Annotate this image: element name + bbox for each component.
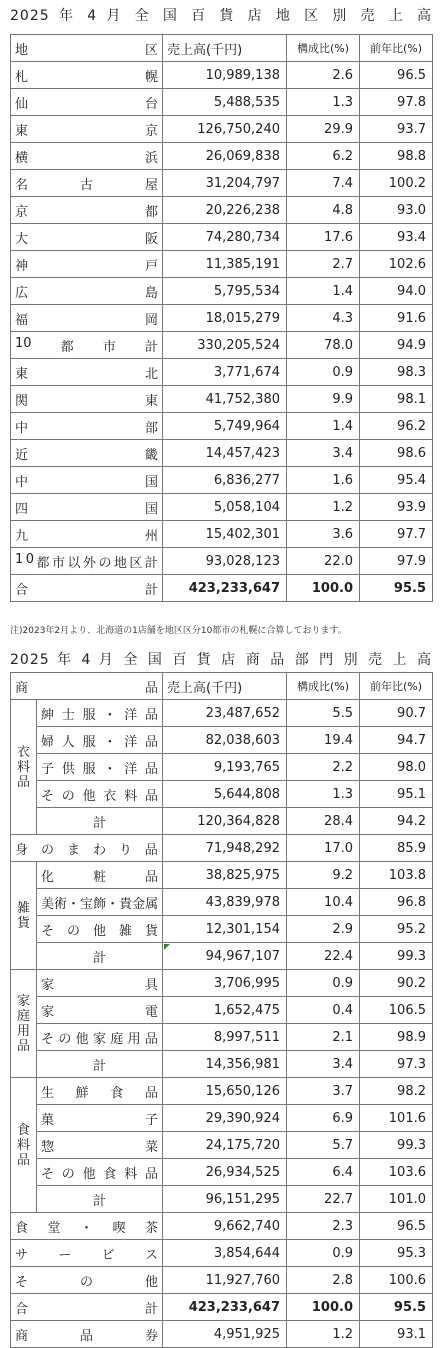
yoy-value: 94.2 (360, 808, 433, 835)
table-row (11, 1267, 433, 1294)
table-row (11, 467, 433, 494)
share-value: 2.6 (287, 62, 360, 89)
label-text: 婦 人 服 ・ 洋 品 (41, 734, 158, 750)
row-label (37, 727, 163, 754)
share-value: 6.2 (287, 143, 360, 170)
sales-value: 29,390,924 (163, 1105, 287, 1132)
sales-value: 41,752,380 (163, 386, 287, 413)
ten-city-total-row (11, 332, 433, 359)
table-row (11, 916, 433, 943)
share-value: 0.9 (287, 359, 360, 386)
yoy-value: 101.0 (360, 1186, 433, 1213)
row-label: 四 国 (11, 494, 163, 521)
table-row (11, 1159, 433, 1186)
sales-value: 5,058,104 (163, 494, 287, 521)
row-label: 仙 台 (11, 89, 163, 116)
row-label: 福 岡 (11, 305, 163, 332)
sales-value: 8,997,511 (163, 1024, 287, 1051)
share-value: 22.4 (287, 943, 360, 970)
sales-value: 94,967,107 (163, 943, 287, 970)
share-value: 17.6 (287, 224, 360, 251)
share-value: 9.2 (287, 862, 360, 889)
yoy-value: 95.1 (360, 781, 433, 808)
label-text: 紳 士 服 ・ 洋 品 (41, 707, 158, 723)
row-label: 京 都 (11, 197, 163, 224)
row-label: 関 東 (11, 386, 163, 413)
share-value: 4.8 (287, 197, 360, 224)
yoy-value: 102.6 (360, 251, 433, 278)
yoy-value: 99.3 (360, 1132, 433, 1159)
row-label: 名 古 屋 (11, 170, 163, 197)
yoy-value: 98.8 (360, 143, 433, 170)
sales-value: 26,934,525 (163, 1159, 287, 1186)
product-table-title: 2025 年 4 月 全 国 百 貨 店 商 品 部 門 別 売 上 高 (10, 652, 432, 668)
table-row (11, 170, 433, 197)
table-row (11, 305, 433, 332)
yoy-value: 95.5 (360, 1294, 433, 1321)
share-value: 0.4 (287, 997, 360, 1024)
label-text: そ の 他 食 料 品 (41, 1166, 158, 1182)
share-value: 0.9 (287, 970, 360, 997)
sales-value: 20,226,238 (163, 197, 287, 224)
table-row (11, 224, 433, 251)
label-text: そ の 他 家 庭 用 品 (41, 1031, 158, 1047)
share-value: 78.0 (287, 332, 360, 359)
share-value: 3.7 (287, 1078, 360, 1105)
yoy-value: 93.0 (360, 197, 433, 224)
yoy-value: 93.1 (360, 1321, 433, 1348)
row-label: 中 部 (11, 413, 163, 440)
table-row (11, 970, 433, 997)
table-row (11, 251, 433, 278)
sales-value: 43,839,978 (163, 889, 287, 916)
table-row (11, 754, 433, 781)
yoy-value: 98.0 (360, 754, 433, 781)
sales-header: 売上高(千円) (163, 673, 287, 700)
share-value: 3.4 (287, 440, 360, 467)
row-label (37, 781, 163, 808)
table-header-row: 地 区 売上高(千円) 構成比(%) 前年比(%) (11, 35, 433, 62)
table-row (11, 700, 433, 727)
sales-value: 74,280,734 (163, 224, 287, 251)
sales-value: 3,854,644 (163, 1240, 287, 1267)
sales-value: 15,650,126 (163, 1078, 287, 1105)
yoy-value: 91.6 (360, 305, 433, 332)
row-label (37, 916, 163, 943)
row-label: 広 島 (11, 278, 163, 305)
table-row (11, 862, 433, 889)
yoy-value: 97.9 (360, 548, 433, 575)
table-row (11, 727, 433, 754)
subtotal-label: 計 (37, 808, 163, 835)
share-value: 3.6 (287, 521, 360, 548)
yoy-value: 94.7 (360, 727, 433, 754)
yoy-value: 93.4 (360, 224, 433, 251)
row-label (37, 1078, 163, 1105)
sales-value: 3,771,674 (163, 359, 287, 386)
row-label: 中 国 (11, 467, 163, 494)
row-label: 神 戸 (11, 251, 163, 278)
subtotal-row (11, 1186, 433, 1213)
sales-value: 3,706,995 (163, 970, 287, 997)
share-value: 2.8 (287, 1267, 360, 1294)
table-row (11, 116, 433, 143)
row-label: 東 北 (11, 359, 163, 386)
share-value: 2.7 (287, 251, 360, 278)
label-text: 美 術 ・ 宝 飾 ・ 貴 金 属 (41, 896, 159, 912)
row-label (37, 1024, 163, 1051)
share-value: 5.7 (287, 1132, 360, 1159)
sales-value: 12,301,154 (163, 916, 287, 943)
yoy-value: 95.2 (360, 916, 433, 943)
row-label: 札 幌 (11, 62, 163, 89)
yoy-value: 96.8 (360, 889, 433, 916)
yoy-header: 前年比(%) (360, 35, 433, 62)
table-row (11, 143, 433, 170)
sales-value: 5,795,534 (163, 278, 287, 305)
sales-value: 24,175,720 (163, 1132, 287, 1159)
sales-value: 5,644,808 (163, 781, 287, 808)
table-row (11, 521, 433, 548)
yoy-value: 95.4 (360, 467, 433, 494)
table-row (11, 1024, 433, 1051)
share-header: 構成比(%) (287, 673, 360, 700)
label-text: 子 供 服 ・ 洋 品 (41, 761, 158, 777)
share-value: 100.0 (287, 1294, 360, 1321)
table-row (11, 1213, 433, 1240)
yoy-value: 98.3 (360, 359, 433, 386)
yoy-value: 94.0 (360, 278, 433, 305)
yoy-value: 90.2 (360, 970, 433, 997)
row-label: 東 京 (11, 116, 163, 143)
share-value: 1.4 (287, 413, 360, 440)
sales-value: 120,364,828 (163, 808, 287, 835)
category-household: 家庭用品 (11, 970, 37, 1078)
share-value: 9.9 (287, 386, 360, 413)
row-label (11, 1240, 163, 1267)
share-value: 1.3 (287, 781, 360, 808)
table-row (11, 997, 433, 1024)
category-goods: 雑貨 (11, 862, 37, 970)
share-value: 2.2 (287, 754, 360, 781)
row-label (37, 700, 163, 727)
row-label (37, 889, 163, 916)
share-value: 5.5 (287, 700, 360, 727)
region-sales-table (10, 34, 433, 602)
table-row (11, 1105, 433, 1132)
yoy-value: 95.5 (360, 575, 433, 602)
subtotal-label: 計 (37, 943, 163, 970)
table-row (11, 386, 433, 413)
share-value: 3.4 (287, 1051, 360, 1078)
sales-value: 26,069,838 (163, 143, 287, 170)
share-value: 6.4 (287, 1159, 360, 1186)
yoy-value: 99.3 (360, 943, 433, 970)
share-value: 22.7 (287, 1186, 360, 1213)
row-label (37, 1159, 163, 1186)
yoy-value: 97.8 (360, 89, 433, 116)
sales-value: 82,038,603 (163, 727, 287, 754)
sales-value: 330,205,524 (163, 332, 287, 359)
label-text: 1 0 都 市 以 外 の 地 区 計 (15, 551, 158, 571)
share-value: 0.9 (287, 1240, 360, 1267)
share-value: 29.9 (287, 116, 360, 143)
row-label: 近 畿 (11, 440, 163, 467)
sales-header: 売上高(千円) (163, 35, 287, 62)
share-value: 1.2 (287, 1321, 360, 1348)
share-value: 4.3 (287, 305, 360, 332)
sales-value: 9,662,740 (163, 1213, 287, 1240)
share-value: 2.3 (287, 1213, 360, 1240)
sales-value: 14,356,981 (163, 1051, 287, 1078)
sales-value: 38,825,975 (163, 862, 287, 889)
yoy-value: 90.7 (360, 700, 433, 727)
table-row (11, 1294, 433, 1321)
yoy-value: 103.6 (360, 1159, 433, 1186)
sales-value: 5,749,964 (163, 413, 287, 440)
share-value: 7.4 (287, 170, 360, 197)
yoy-value: 96.5 (360, 62, 433, 89)
row-label: 惣 菜 (37, 1132, 163, 1159)
row-label: 家 具 (37, 970, 163, 997)
yoy-value: 101.6 (360, 1105, 433, 1132)
subtotal-label: 計 (37, 1051, 163, 1078)
yoy-value: 100.2 (360, 170, 433, 197)
table-row (11, 1132, 433, 1159)
share-value: 22.0 (287, 548, 360, 575)
table-row (11, 359, 433, 386)
share-value: 6.9 (287, 1105, 360, 1132)
row-label (11, 1213, 163, 1240)
yoy-value: 98.6 (360, 440, 433, 467)
sales-value: 31,204,797 (163, 170, 287, 197)
subtotal-row (11, 943, 433, 970)
label-text: そ の 他 衣 料 品 (41, 788, 158, 804)
row-label: 商 品 券 (11, 1321, 163, 1348)
row-label (11, 835, 163, 862)
share-value: 2.9 (287, 916, 360, 943)
table-row (11, 440, 433, 467)
product-sales-table (10, 672, 433, 1348)
sales-value: 11,927,760 (163, 1267, 287, 1294)
category-food: 食料品 (11, 1078, 37, 1213)
sales-value: 10,989,138 (163, 62, 287, 89)
row-label: 九 州 (11, 521, 163, 548)
yoy-value: 95.3 (360, 1240, 433, 1267)
table-row (11, 1321, 433, 1348)
label-text: サ ー ビ ス (15, 1247, 158, 1263)
other-total-row (11, 548, 433, 575)
table-header-row: 商 品 売上高(千円) 構成比(%) 前年比(%) (11, 673, 433, 700)
sales-value: 71,948,292 (163, 835, 287, 862)
cell-marker-icon (164, 944, 170, 950)
table-row (11, 1078, 433, 1105)
sales-value: 1,652,475 (163, 997, 287, 1024)
table-row (11, 413, 433, 440)
yoy-value: 97.3 (360, 1051, 433, 1078)
sales-value: 4,951,925 (163, 1321, 287, 1348)
label-text: 身 の ま わ り 品 (15, 842, 158, 858)
sales-value: 96,151,295 (163, 1186, 287, 1213)
label-text: 生 鮮 食 品 (41, 1085, 158, 1101)
row-label: 家 電 (37, 997, 163, 1024)
share-value: 1.2 (287, 494, 360, 521)
subtotal-row (11, 808, 433, 835)
sales-value: 11,385,191 (163, 251, 287, 278)
table-row (11, 835, 433, 862)
share-value: 2.1 (287, 1024, 360, 1051)
yoy-value: 106.5 (360, 997, 433, 1024)
sales-value: 5,488,535 (163, 89, 287, 116)
sales-value: 23,487,652 (163, 700, 287, 727)
yoy-value: 96.2 (360, 413, 433, 440)
sales-value: 126,750,240 (163, 116, 287, 143)
grand-total-row (11, 575, 433, 602)
sales-value: 6,836,277 (163, 467, 287, 494)
table-row (11, 89, 433, 116)
sales-value: 14,457,423 (163, 440, 287, 467)
sales-value: 9,193,765 (163, 754, 287, 781)
row-label: そ の 他 (11, 1267, 163, 1294)
share-value: 17.0 (287, 835, 360, 862)
share-value: 1.4 (287, 278, 360, 305)
yoy-value: 93.7 (360, 116, 433, 143)
sales-value: 93,028,123 (163, 548, 287, 575)
table-row (11, 781, 433, 808)
yoy-value: 96.5 (360, 1213, 433, 1240)
share-value: 100.0 (287, 575, 360, 602)
share-value: 1.3 (287, 89, 360, 116)
row-label: 化 粧 品 (37, 862, 163, 889)
row-label (11, 548, 163, 575)
sales-value: 423,233,647 (163, 1294, 287, 1321)
yoy-value: 98.2 (360, 1078, 433, 1105)
yoy-header: 前年比(%) (360, 673, 433, 700)
row-label: 合 計 (11, 575, 163, 602)
share-header: 構成比(%) (287, 35, 360, 62)
yoy-value: 98.1 (360, 386, 433, 413)
footnote: 注)2023年2月より、北海道の1店舗を地区区分10都市の札幌に合算しております。 (10, 626, 347, 636)
table-row (11, 278, 433, 305)
row-label: 10 都 市 計 (11, 332, 163, 359)
label-text: 食 堂 ・ 喫 茶 (15, 1220, 158, 1236)
yoy-value: 93.9 (360, 494, 433, 521)
row-label: 合 計 (11, 1294, 163, 1321)
share-value: 19.4 (287, 727, 360, 754)
yoy-value: 100.6 (360, 1267, 433, 1294)
table-row (11, 889, 433, 916)
row-label: 大 阪 (11, 224, 163, 251)
yoy-value: 97.7 (360, 521, 433, 548)
sales-value: 15,402,301 (163, 521, 287, 548)
table-row (11, 197, 433, 224)
table-row (11, 1240, 433, 1267)
subtotal-label: 計 (37, 1186, 163, 1213)
share-value: 10.4 (287, 889, 360, 916)
share-value: 28.4 (287, 808, 360, 835)
row-label: 菓 子 (37, 1105, 163, 1132)
row-label: 横 浜 (11, 143, 163, 170)
row-label (37, 754, 163, 781)
yoy-value: 103.8 (360, 862, 433, 889)
sales-value: 18,015,279 (163, 305, 287, 332)
yoy-value: 85.9 (360, 835, 433, 862)
yoy-value: 98.9 (360, 1024, 433, 1051)
share-value: 1.6 (287, 467, 360, 494)
yoy-value: 94.9 (360, 332, 433, 359)
table-row (11, 62, 433, 89)
category-clothing: 衣料品 (11, 700, 37, 835)
label-text: そ の 他 雑 貨 (41, 923, 158, 939)
region-table-title: 2025 年 4 月 全 国 百 貨 店 地 区 別 売 上 高 (10, 8, 432, 24)
sales-value: 423,233,647 (163, 575, 287, 602)
table-row (11, 494, 433, 521)
subtotal-row (11, 1051, 433, 1078)
